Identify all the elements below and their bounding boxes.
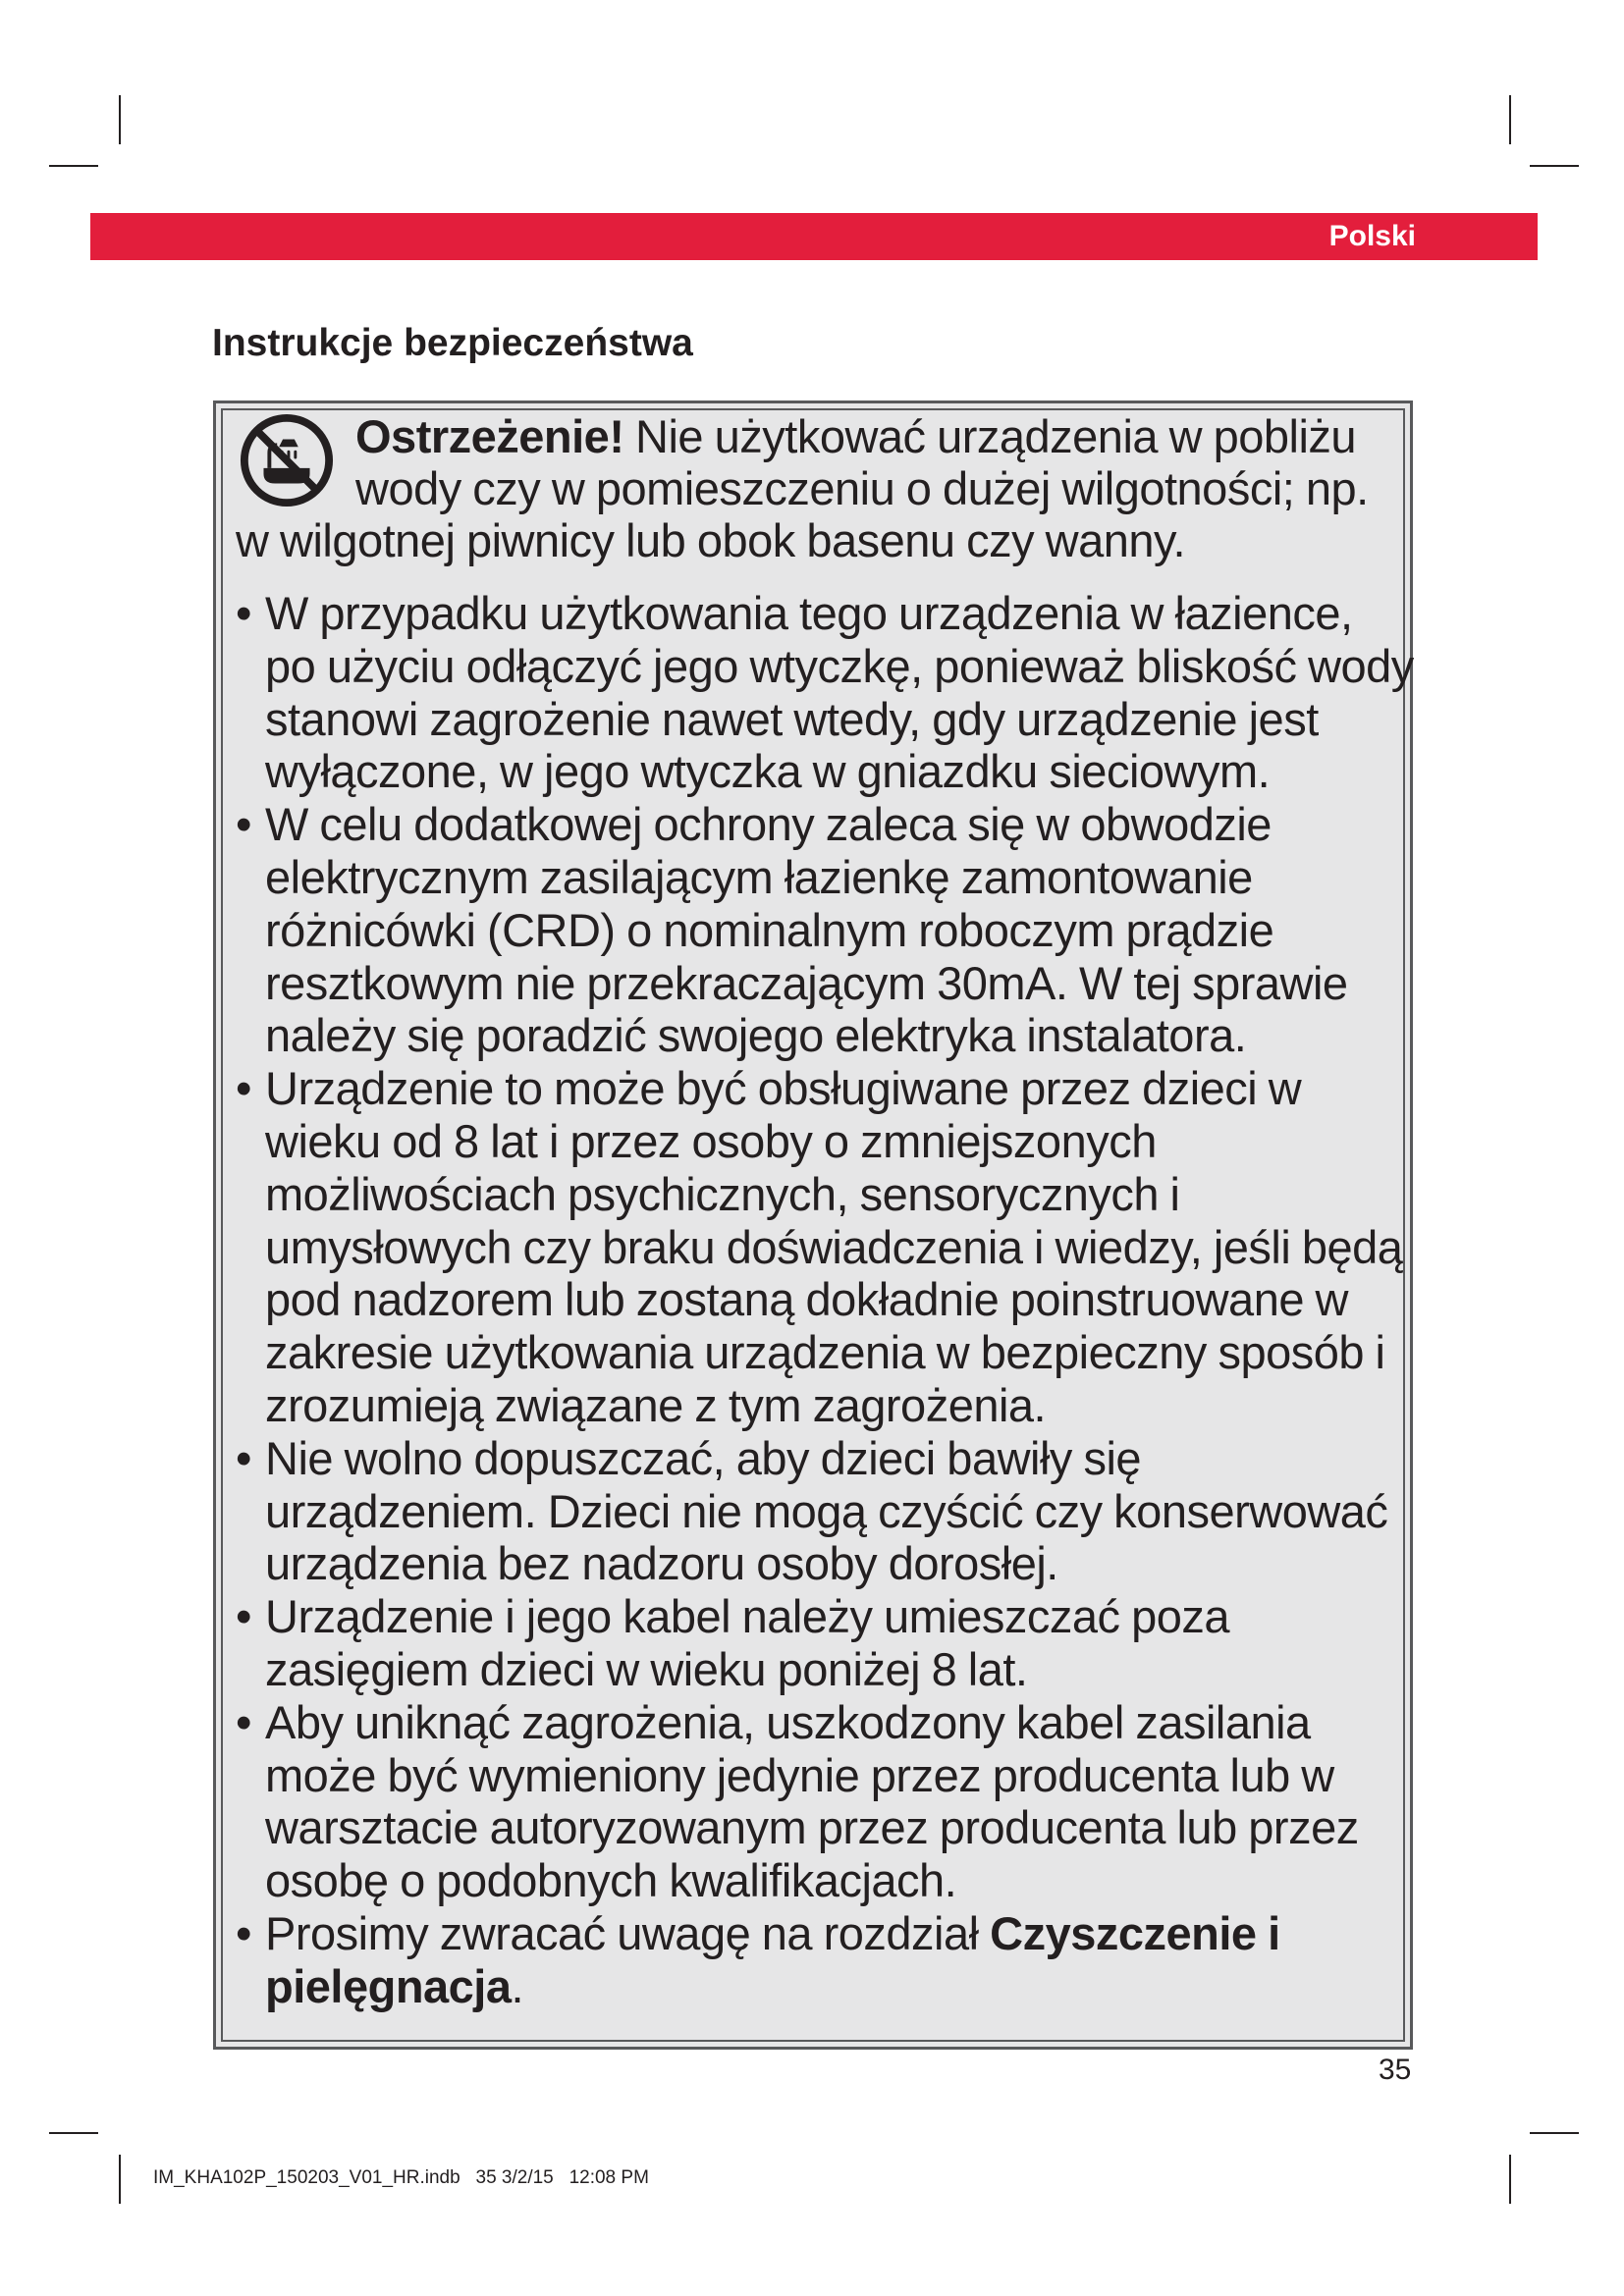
list-item (236, 1062, 1414, 1432)
list-item (236, 1696, 1414, 1907)
crop-mark-top-right-vertical (1509, 95, 1511, 144)
bullet-text: Urządzenie to może być obsługiwane przez dzieci w wieku od 8 lat i przez osoby o zmniejszonych możliwościach psychicznych, sensorycznych i umysłowych czy braku doświadczenia i wiedzy, jeśli będą pod nadzorem lub zostaną dokładnie poinstruowane w zakresie użytkowania urządzenia w bezpieczny sposób i zrozumieją związane z tym zagrożenia. (265, 1062, 1403, 1431)
bullet-text: W przypadku użytkowania tego urządzenia w łazience, po użyciu odłączyć jego wtyczkę, ponieważ bliskość wody stanowi zagrożenie nawet wtedy, gdy urządzenie jest wyłączone, w jego wtyczka w gniazdku sieciowym. (265, 587, 1414, 798)
list-item (236, 587, 1414, 798)
crop-mark-top-left-horizontal (49, 165, 98, 167)
bullet-text: Prosimy zwracać uwagę na rozdział (265, 1906, 991, 1959)
bullet-glyph: • (236, 1695, 251, 1748)
page-title: Instrukcje bezpieczeństwa (212, 322, 693, 365)
crop-mark-top-left-vertical (119, 95, 121, 144)
bullet-glyph: • (236, 1431, 251, 1484)
language-header-bar (90, 213, 1538, 260)
bullet-glyph: • (236, 1590, 251, 1643)
bullet-glyph: • (236, 587, 251, 639)
bullet-glyph: • (236, 798, 251, 851)
warning-text: Nie użytkować urządzenia w pobliżu wody czy w pomieszczeniu o dużej wilgotności; np. w wilgotnej piwnicy lub obok basenu czy wanny. (236, 410, 1369, 566)
bullet-text-end: . (511, 1959, 524, 2012)
print-slug-info: IM_KHA102P_150203_V01_HR.indb 35 3/2/15 12:08 PM (153, 2167, 649, 2188)
crop-mark-bottom-left-horizontal (49, 2132, 98, 2134)
bullet-glyph: • (236, 1062, 251, 1115)
chapter-reference: Czyszczenie i pielęgnacja (265, 1906, 1280, 2012)
bullet-text: W celu dodatkowej ochrony zaleca się w obwodzie elektrycznym zasilającym łazienkę zamontowanie różnicówki (CRD) o nominalnym roboczym prądzie resztkowym nie przekraczającym 30mA. W tej sprawie należy się poradzić swojego elektryka instalatora. (265, 798, 1348, 1062)
crop-mark-bottom-left-vertical (119, 2155, 121, 2204)
bullet-text: Urządzenie i jego kabel należy umieszczać poza zasięgiem dzieci w wieku poniżej 8 lat. (265, 1590, 1230, 1695)
list-item (236, 1432, 1414, 1590)
list-item (236, 1907, 1414, 2013)
crop-mark-top-right-horizontal (1530, 165, 1579, 167)
bullet-text: Nie wolno dopuszczać, aby dzieci bawiły się urządzeniem. Dzieci nie mogą czyścić czy konserwować urządzenia bez nadzoru osoby dorosłej. (265, 1431, 1388, 1590)
page-number: 35 (1379, 2054, 1412, 2086)
list-item (236, 798, 1414, 1062)
warning-lead-paragraph (236, 410, 1404, 566)
crop-mark-bottom-right-horizontal (1530, 2132, 1579, 2134)
bullet-text: Aby uniknąć zagrożenia, uszkodzony kabel zasilania może być wymieniony jedynie przez producenta lub w warsztacie autoryzowanym przez producenta lub przez osobę o podobnych kwalifikacjach. (265, 1695, 1359, 1907)
crop-mark-bottom-right-vertical (1509, 2155, 1511, 2204)
list-item (236, 1590, 1414, 1696)
safety-bullet-list (236, 587, 1414, 2013)
warning-heading: Ostrzeżenie! (355, 410, 624, 462)
bullet-glyph: • (236, 1906, 251, 1959)
language-label: Polski (1328, 220, 1416, 252)
